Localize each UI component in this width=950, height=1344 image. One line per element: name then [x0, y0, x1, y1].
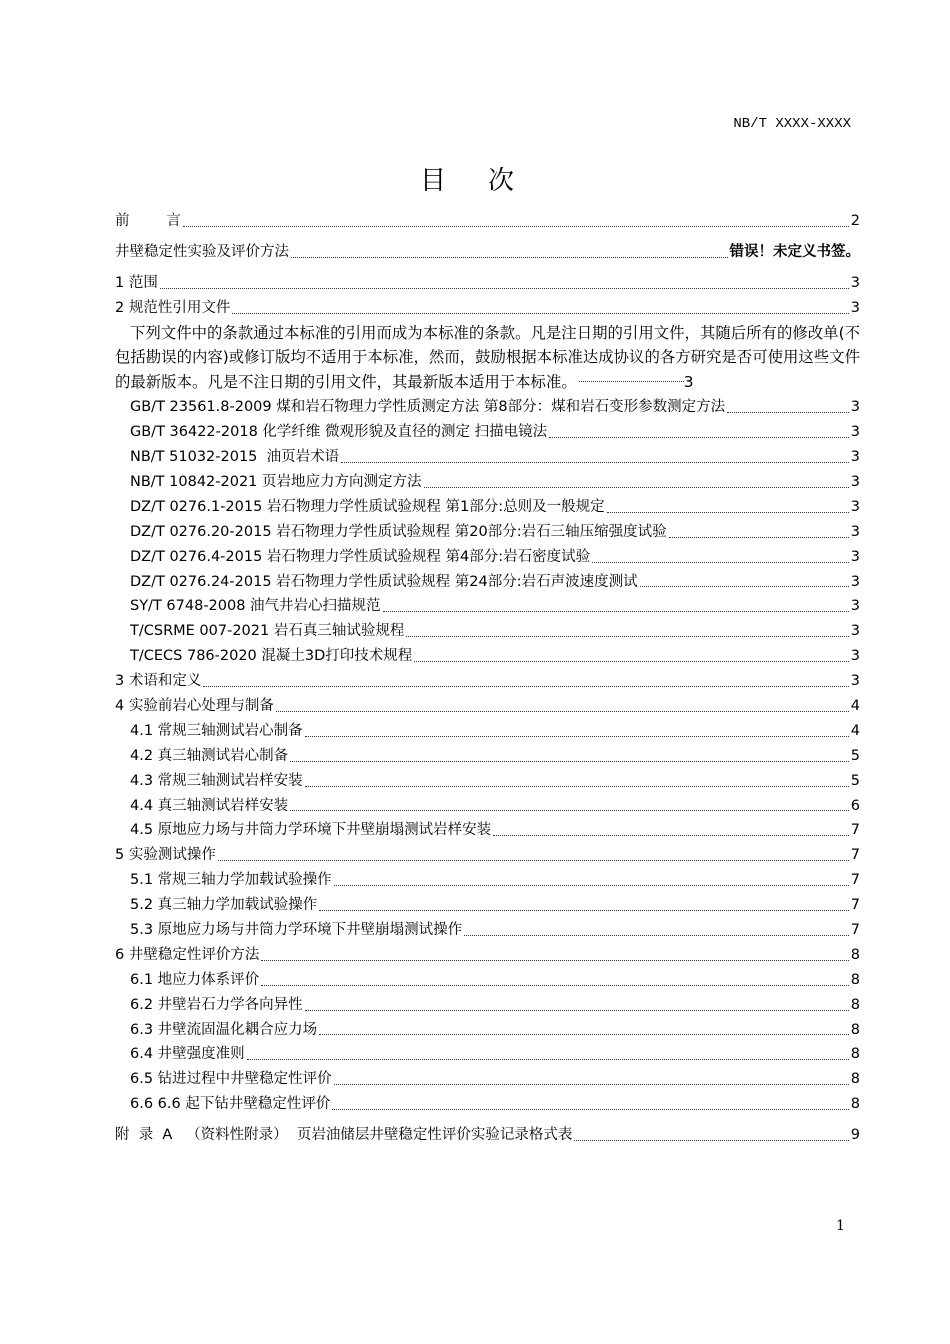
toc-entry[interactable]	[115, 470, 860, 495]
toc-entry[interactable]	[115, 943, 860, 968]
dot-leader	[290, 810, 849, 811]
toc-page-number: 3	[850, 424, 860, 441]
toc-page-number: 5	[850, 747, 860, 764]
toc-entry-title: 2 规范性引用文件	[115, 299, 231, 316]
dot-leader	[203, 686, 848, 687]
toc-entry-title: 5.2 真三轴力学加载试验操作	[130, 897, 318, 914]
toc-entry[interactable]	[115, 209, 860, 234]
toc-entry-title: 5 实验测试操作	[115, 847, 216, 864]
toc-entry[interactable]	[115, 644, 860, 669]
toc-page-number: 5	[850, 772, 860, 789]
dot-leader	[579, 381, 684, 382]
toc-entry-title: 6.6 6.6 起下钻井壁稳定性评价	[130, 1096, 331, 1113]
toc-paragraph-text: 下列文件中的条款通过本标准的引用而成为本标准的条款。凡是注日期的引用文件，其随后所有的修改单(不包括勘误的内容)或修订版均不适用于本标准，然而，鼓励根据本标准达成协议的各方研究是否可使用这些文件的最新版本。凡是不注日期的引用文件，其最新版本适用于本标准。	[115, 323, 860, 392]
toc-page-number: 7	[850, 921, 860, 938]
toc-entry[interactable]	[115, 619, 860, 644]
toc-entry-title: GB/T 36422-2018 化学纤维 微观形貌及直径的测定 扫描电镜法	[130, 424, 548, 441]
toc-entry[interactable]	[115, 420, 860, 445]
toc-page-number: 8	[850, 1046, 860, 1063]
toc-page-number: 6	[850, 797, 860, 814]
toc-entry-title: 6.2 井壁岩石力学各向异性	[130, 996, 303, 1013]
toc-page-number: 7	[850, 872, 860, 889]
dot-leader	[334, 885, 849, 886]
toc-page-number: 7	[850, 847, 860, 864]
toc-entry[interactable]	[115, 1092, 860, 1117]
toc-entry-title: 井壁稳定性实验及评价方法	[115, 243, 289, 260]
toc-entry-title: 前 言	[115, 212, 181, 229]
bookmark-error: 错误！未定义书签。	[729, 243, 860, 260]
toc-entry-title: 6.5 钻进过程中井壁稳定性评价	[130, 1071, 332, 1088]
toc-entry[interactable]	[115, 794, 860, 819]
toc-page-number: 8	[850, 946, 860, 963]
toc-entry[interactable]	[115, 445, 860, 470]
toc-entry[interactable]	[115, 1018, 860, 1043]
toc-entry[interactable]	[115, 594, 860, 619]
dot-leader	[247, 1059, 849, 1060]
dot-leader	[305, 736, 849, 737]
toc-entry[interactable]	[115, 993, 860, 1018]
toc-entry-title: DZ/T 0276.1-2015 岩石物理力学性质试验规程 第1部分:总则及一般规定	[130, 498, 605, 515]
page-number: 1	[836, 1218, 845, 1234]
toc-page-number: 3	[850, 598, 860, 615]
dot-leader	[414, 661, 848, 662]
dot-leader	[290, 761, 849, 762]
dot-leader	[334, 1084, 849, 1085]
toc-entry-title: 4 实验前岩心处理与制备	[115, 697, 274, 714]
toc-entry-title: GB/T 23561.8-2009 煤和岩石物理力学性质测定方法 第8部分：煤和岩石变形参数测定方法	[130, 399, 726, 416]
toc-entry[interactable]	[115, 1123, 860, 1148]
dot-leader	[669, 537, 849, 538]
toc-page-number: 8	[850, 1021, 860, 1038]
toc-entry[interactable]	[115, 719, 860, 744]
toc-page-number: 7	[850, 897, 860, 914]
dot-leader	[218, 860, 849, 861]
toc-page-number: 7	[850, 822, 860, 839]
toc-entry[interactable]	[115, 1067, 860, 1092]
toc-entry-title: 附 录 A （资料性附录） 页岩油储层井壁稳定性评价实验记录格式表	[115, 1127, 573, 1144]
toc-page-number: 3	[850, 523, 860, 540]
toc-entry-title: DZ/T 0276.4-2015 岩石物理力学性质试验规程 第4部分:岩石密度试验	[130, 548, 591, 565]
toc-page-number: 3	[850, 573, 860, 590]
dot-leader	[305, 786, 849, 787]
toc-entry[interactable]	[115, 918, 860, 943]
toc-entry[interactable]	[115, 968, 860, 993]
toc-page-number: 3	[850, 498, 860, 515]
toc-entry[interactable]	[115, 395, 860, 420]
toc-entry[interactable]	[115, 545, 860, 570]
table-of-contents	[115, 209, 860, 1148]
dot-leader	[232, 313, 848, 314]
toc-entry-title: 4.5 原地应力场与井筒力学环境下井壁崩塌测试岩样安装	[130, 822, 492, 839]
toc-entry[interactable]	[115, 570, 860, 595]
dot-leader	[291, 257, 728, 258]
toc-entry[interactable]	[115, 271, 860, 296]
toc-entry[interactable]	[115, 240, 860, 265]
toc-entry[interactable]	[115, 843, 860, 868]
toc-page-number: 3	[683, 373, 694, 392]
dot-leader	[727, 412, 849, 413]
toc-page-number: 4	[850, 722, 860, 739]
dot-leader	[406, 636, 848, 637]
toc-entry-title: 4.3 常规三轴测试岩样安装	[130, 772, 303, 789]
toc-page-number: 3	[850, 548, 860, 565]
toc-entry[interactable]	[115, 769, 860, 794]
toc-entry-title: 1 范围	[115, 274, 158, 291]
toc-entry-title: 5.1 常规三轴力学加载试验操作	[130, 872, 332, 889]
dot-leader	[574, 1140, 848, 1141]
toc-page-number: 3	[850, 449, 860, 466]
toc-entry-title: T/CECS 786-2020 混凝土3D打印技术规程	[130, 648, 413, 665]
toc-entry-title: NB/T 10842-2021 页岩地应力方向测定方法	[130, 473, 422, 490]
dot-leader	[341, 462, 849, 463]
toc-entry[interactable]	[115, 744, 860, 769]
dot-leader	[424, 487, 849, 488]
toc-page-number: 3	[850, 648, 860, 665]
dot-leader	[183, 226, 849, 227]
toc-page-number: 8	[850, 1071, 860, 1088]
toc-entry[interactable]	[115, 669, 860, 694]
dot-leader	[493, 835, 849, 836]
toc-entry[interactable]	[115, 520, 860, 545]
toc-page-number: 3	[850, 399, 860, 416]
toc-entry-title: NB/T 51032-2015 油页岩术语	[130, 449, 340, 466]
toc-entry-title: 4.2 真三轴测试岩心制备	[130, 747, 289, 764]
toc-entry[interactable]	[115, 868, 860, 893]
toc-entry-title: 6.4 井壁强度准则	[130, 1046, 245, 1063]
toc-entry-title: DZ/T 0276.20-2015 岩石物理力学性质试验规程 第20部分:岩石三轴压缩强度试验	[130, 523, 667, 540]
toc-page-number: 8	[850, 1096, 860, 1113]
toc-page-number: 2	[850, 212, 860, 229]
toc-page-number: 9	[850, 1127, 860, 1144]
toc-entry-title: 3 术语和定义	[115, 673, 202, 690]
toc-entry-title: 4.1 常规三轴测试岩心制备	[130, 722, 303, 739]
toc-entry[interactable]	[115, 694, 860, 719]
dot-leader	[305, 1010, 849, 1011]
dot-leader	[549, 437, 849, 438]
dot-leader	[607, 512, 849, 513]
dot-leader	[261, 960, 848, 961]
toc-entry-title: 5.3 原地应力场与井筒力学环境下井壁崩塌测试操作	[130, 921, 463, 938]
dot-leader	[261, 985, 849, 986]
toc-entry-title: 6.3 井壁流固温化耦合应力场	[130, 1021, 318, 1038]
toc-entry-title: DZ/T 0276.24-2015 岩石物理力学性质试验规程 第24部分:岩石声波速度测试	[130, 573, 638, 590]
toc-page-number: 3	[850, 473, 860, 490]
dot-leader	[332, 1109, 848, 1110]
toc-page-number: 8	[850, 996, 860, 1013]
toc-entry-title: SY/T 6748-2008 油气井岩心扫描规范	[130, 598, 381, 615]
toc-page-number: 3	[850, 274, 860, 291]
toc-entry[interactable]	[115, 296, 860, 321]
toc-entry-title: 4.4 真三轴测试岩样安装	[130, 797, 289, 814]
toc-page-number: 8	[850, 971, 860, 988]
dot-leader	[383, 611, 849, 612]
toc-entry[interactable]	[115, 1042, 860, 1067]
toc-page-number: 3	[850, 673, 860, 690]
dot-leader	[319, 910, 849, 911]
page-title: 目次	[419, 166, 556, 196]
toc-page-number: 3	[850, 623, 860, 640]
dot-leader	[640, 586, 849, 587]
dot-leader	[160, 288, 849, 289]
toc-entry-title: 6 井壁稳定性评价方法	[115, 946, 260, 963]
toc-paragraph[interactable]	[115, 321, 860, 396]
toc-entry-title: T/CSRME 007-2021 岩石真三轴试验规程	[130, 623, 405, 640]
dot-leader	[592, 562, 849, 563]
toc-entry-title: 6.1 地应力体系评价	[130, 971, 260, 988]
toc-entry[interactable]	[115, 495, 860, 520]
dot-leader	[464, 935, 849, 936]
dot-leader	[319, 1034, 849, 1035]
toc-entry[interactable]	[115, 818, 860, 843]
toc-page-number: 3	[850, 299, 860, 316]
toc-entry[interactable]	[115, 893, 860, 918]
toc-page-number: 4	[850, 697, 860, 714]
dot-leader	[276, 711, 849, 712]
document-number: NB/T XXXX-XXXX	[733, 116, 851, 132]
